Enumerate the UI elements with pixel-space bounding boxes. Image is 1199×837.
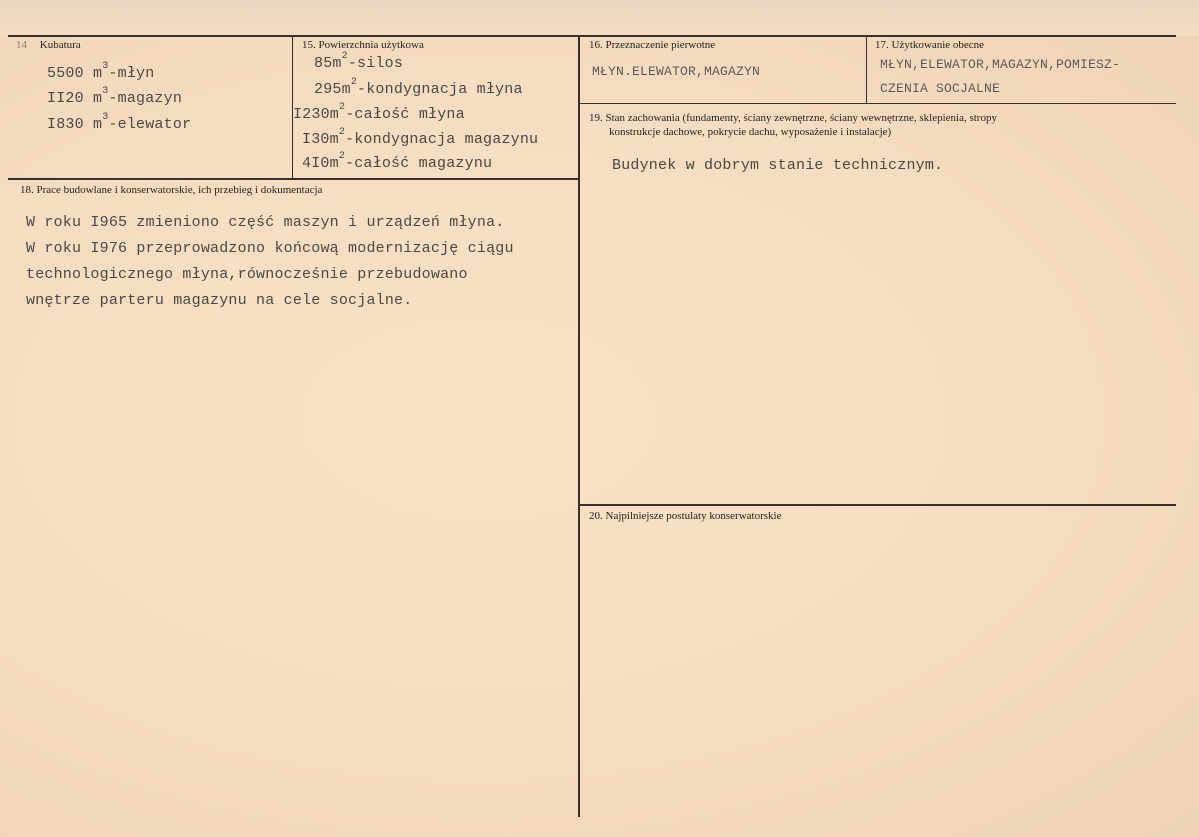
powierzchnia-line-3: $I230m^2$-całość młyna xyxy=(293,102,465,123)
rule-h-right-2 xyxy=(579,504,1176,506)
prace-line-1: W roku I965 zmieniono część maszyn i urządzeń młyna. xyxy=(26,214,505,231)
powierzchnia-line-1: $85m^2$-silos xyxy=(314,51,404,72)
prace-line-2: W roku I976 przeprowadzono końcową modernizację ciągu xyxy=(26,240,514,257)
rule-v3 xyxy=(866,35,867,103)
kubatura-number: 14 xyxy=(16,39,27,51)
powierzchnia-line-2: $295m^2$-kondygnacja młyna xyxy=(314,77,523,98)
przeznaczenie-label: 16. Przeznaczenie pierwotne xyxy=(589,39,716,51)
prace-line-4: wnętrze parteru magazynu na cele socjalne. xyxy=(26,292,413,309)
uzytkowanie-line-2: CZENIA SOCJALNE xyxy=(880,81,1001,96)
kubatura-line-2: II20 $m^3$-magazyn xyxy=(47,86,183,107)
rule-top xyxy=(8,35,1176,37)
kubatura-line-3: I830 $m^3$-elewator xyxy=(47,112,192,133)
prace-line-3: technologicznego młyna,równocześnie przebudowano xyxy=(26,266,468,283)
uzytkowanie-line-1: MŁYN,ELEWATOR,MAGAZYN,POMIESZ- xyxy=(880,57,1121,72)
powierzchnia-label: 15. Powierzchnia użytkowa xyxy=(302,39,424,51)
top-edge xyxy=(0,0,1199,36)
rule-h-left xyxy=(8,178,579,180)
powierzchnia-line-4: $I30m^2$-kondygnacja magazynu xyxy=(302,127,539,148)
przeznaczenie-value: MŁYN.ELEWATOR,MAGAZYN xyxy=(592,64,761,79)
kubatura-line-1: 5500 $m^3$-młyn xyxy=(47,61,155,82)
kubatura-label: Kubatura xyxy=(39,39,81,51)
postulaty-label: 20. Najpilniejsze postulaty konserwatorskie xyxy=(589,510,782,522)
uzytkowanie-label: 17. Użytkowanie obecne xyxy=(875,39,985,51)
prace-label: 18. Prace budowlane i konserwatorskie, ich przebieg i dokumentacja xyxy=(20,184,323,196)
powierzchnia-line-5: $4I0m^2$-całość magazynu xyxy=(302,151,493,172)
rule-v2 xyxy=(578,35,580,817)
stan-label-line-1: 19. Stan zachowania (fundamenty, ściany zewnętrzne, ściany wewnętrzne, sklepienia, stropy xyxy=(589,112,997,124)
stan-value: Budynek w dobrym stanie technicznym. xyxy=(612,157,944,174)
stan-label-line-2: konstrukcje dachowe, pokrycie dachu, wyposażenie i instalacje) xyxy=(609,126,892,138)
rule-h-right-1 xyxy=(579,103,1176,104)
kubatura-label-group xyxy=(16,39,81,52)
